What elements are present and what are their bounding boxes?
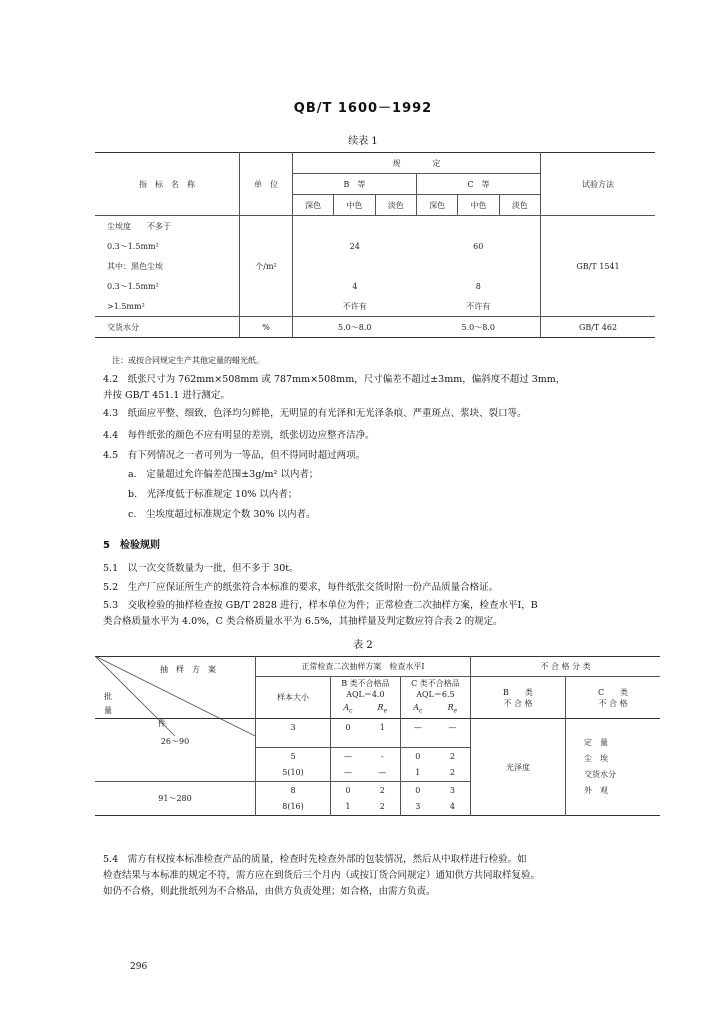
col-method-header: 试验方法 [541, 153, 656, 216]
row-name: 其中：黑色尘埃 [107, 261, 163, 271]
item-label: b. [128, 489, 138, 500]
clause-4-2 [103, 372, 663, 404]
c-item: 交货水分 [584, 770, 616, 779]
c-aql: AQL＝6.5 [416, 689, 455, 699]
row-unit [240, 276, 293, 296]
sample-n: 8(16) [256, 799, 331, 816]
c-ac: — [400, 719, 435, 736]
row-method: GB/T 462 [541, 317, 656, 338]
c-item: 尘 埃 [584, 754, 608, 763]
item-text: 尘埃度超过标准规定个数 30% 以内者。 [145, 509, 316, 520]
b-aql: AQL＝4.0 [346, 689, 385, 699]
b-re: — [378, 768, 387, 778]
row-method [541, 216, 656, 237]
row-unit [240, 296, 293, 317]
section-5-title: 5 检验规则 [103, 540, 160, 551]
b-header: B 类不合格品 [341, 678, 390, 688]
clause-4-5-items [128, 467, 648, 523]
clause-text: 每件纸张的颜色不应有明显的差别，纸张切边应整齐洁净。 [127, 430, 375, 441]
c-class-label2: 不 合 格 [598, 698, 628, 708]
b-re: 2 [365, 782, 400, 799]
b-ac: — [331, 765, 365, 782]
b-re: 1 [365, 719, 400, 736]
shade-header: 中色 [334, 195, 375, 216]
row-c-value [416, 216, 540, 237]
shade-header: 深色 [293, 195, 334, 216]
row-name: 尘埃度 不多于 [95, 216, 240, 237]
clause-5-1 [103, 561, 663, 577]
b-ac: — [331, 748, 365, 765]
batch-cell [95, 765, 256, 782]
re-letter: R [377, 703, 384, 713]
b-re: 2 [379, 802, 385, 812]
page-number: 296 [130, 962, 148, 972]
batch-cell [95, 748, 256, 765]
row-method: GB/T 1541 [541, 256, 656, 276]
b-aql-header [331, 677, 401, 701]
b-ac [331, 736, 365, 748]
table1-note: 注：或按合同规定生产其他定量的蜡光纸。 [112, 356, 264, 365]
row-unit [240, 236, 293, 256]
sample-size-header: 样本大小 [256, 677, 331, 719]
clause-number: 5.4 [103, 854, 119, 865]
c-ac: 1 [400, 765, 435, 782]
b-ac: 0 [331, 782, 365, 799]
table1-caption: 续表 1 [348, 136, 378, 147]
corner-cell [95, 657, 256, 719]
re-header [435, 701, 471, 719]
clause-text: 类合格质量水平为 4.0%，C 类合格质量水平为 6.5%，其抽样量及判定数应符合表 2 的规定。 [103, 616, 503, 627]
b-ac: 0 [331, 719, 365, 736]
diag-label-batch: 批 量 [104, 692, 112, 715]
clause-text: 纸面应平整、细致，色泽均匀鲜艳，无明显的有光泽和无光泽条痕、严重斑点、浆块、裂口等。 [127, 408, 527, 419]
ac-subscript: c [419, 708, 423, 716]
clause-5-2 [103, 580, 663, 596]
row-c-value [416, 256, 540, 276]
clause-number: 4.4 [103, 430, 119, 441]
clause-number: 4.3 [103, 408, 119, 419]
c-re: — [435, 719, 471, 736]
row-b-value [293, 256, 417, 276]
ac-header [331, 701, 365, 719]
clause-4-3 [103, 406, 663, 422]
b-re [365, 736, 400, 748]
c-item: 定 量 [584, 738, 608, 747]
sample-n: 5(10) [256, 765, 331, 782]
classify-header: 不 合 格 分 类 [471, 657, 661, 677]
item-label: a. [128, 469, 137, 480]
table2 [95, 656, 660, 816]
row-name: 交货水分 [95, 317, 240, 338]
c-ac [400, 736, 435, 748]
clause-number: 4.5 [103, 450, 119, 461]
clause-4-5 [103, 448, 663, 464]
grade-c-header: C 等 [416, 174, 540, 195]
clause-text: 有下列情况之一者可列为一等品，但不得同时超过两项。 [127, 450, 366, 461]
table2-caption: 表 2 [353, 640, 373, 651]
ac-header [400, 701, 435, 719]
ac-letter: A [343, 703, 350, 713]
clause-number: 5.2 [103, 582, 119, 593]
shade-header: 中色 [458, 195, 499, 216]
c-header: C 类不合格品 [411, 678, 460, 688]
diag-label-unit: 件 [158, 719, 166, 728]
clause-text: 以一次交货数量为一批，但不多于 30t。 [127, 563, 299, 574]
sample-n: 5 [256, 748, 331, 765]
table1 [95, 152, 655, 338]
row-c-value: 5.0～8.0 [416, 317, 540, 338]
clause-text: 并按 GB/T 451.1 进行测定。 [103, 390, 230, 401]
item-text: 定量超过允许偏差范围±3g/m² 以内者； [146, 469, 319, 480]
b-class-label2: 不 合 格 [503, 698, 533, 708]
item-label: c. [128, 509, 137, 520]
row-b-value: 24 [293, 236, 417, 256]
b-class-header [471, 677, 566, 719]
row-c-value: 不许有 [466, 301, 491, 311]
clause-number: 5.1 [103, 563, 119, 574]
row-name: 0.3～1.5mm² [107, 281, 159, 291]
c-class-items [566, 719, 661, 816]
sample-n: 8 [256, 782, 331, 799]
row-method [541, 276, 656, 296]
c-re [435, 736, 471, 748]
diag-label-plan: 抽 样 方 案 [160, 665, 216, 674]
row-b-value: 5.0～8.0 [293, 317, 417, 338]
clause-text: 检查结果与本标准的规定不符，需方应在到货后三个月内（或按订货合同规定）通知供方共同取样复验。 [103, 870, 541, 881]
c-class-label: C 类 [597, 687, 629, 697]
row-b-value [293, 216, 417, 237]
batch-cell: 91～280 [95, 782, 256, 816]
row-method [541, 236, 656, 256]
row-c-value: 8 [475, 281, 481, 291]
col-name-header: 指 标 名 称 [139, 179, 195, 189]
clause-number: 4.2 [103, 374, 119, 385]
re-letter: R [447, 703, 454, 713]
row-name: 0.3～1.5mm² [107, 241, 159, 251]
clause-text: 纸张尺寸为 762mm×508mm 或 787mm×508mm，尺寸偏差不超过±3mm，偏斜度不超过 3mm， [127, 374, 566, 385]
re-header [365, 701, 400, 719]
row-c-value: 60 [473, 241, 484, 251]
c-ac: 0 [400, 782, 435, 799]
c-ac: 3 [400, 799, 435, 816]
sample-n: 3 [256, 719, 331, 736]
shade-header: 淡色 [375, 195, 416, 216]
sample-n [256, 736, 331, 748]
c-re: 2 [449, 768, 455, 778]
row-name: >1.5mm² [107, 301, 145, 311]
clause-text: 需方有权按本标准检查产品的质量，检查时先检查外部的包装情况，然后从中取样进行检验。如 [127, 854, 527, 865]
clause-text: 生产厂应保证所生产的纸张符合本标准的要求，每件纸张交货时附一份产品质量合格证。 [127, 582, 499, 593]
row-b-value: 不许有 [293, 296, 417, 317]
clause-4-4 [103, 428, 663, 444]
shade-header: 深色 [416, 195, 457, 216]
c-re: 4 [449, 802, 455, 812]
grade-b-header: B 等 [293, 174, 417, 195]
b-re: - [365, 748, 400, 765]
item-text: 光泽度低于标准规定 10% 以内者； [146, 489, 298, 500]
clause-number: 5.3 [103, 600, 119, 611]
row-unit: 个/m² [240, 256, 293, 276]
c-re: 2 [435, 748, 471, 765]
col-spec-header: 规 定 [293, 153, 541, 174]
row-method [541, 296, 656, 317]
c-ac: 0 [400, 748, 435, 765]
col-unit-header: 单 位 [240, 153, 293, 216]
b-class-label: B 类 [503, 687, 533, 697]
batch-cell: 26～90 [160, 737, 190, 746]
clause-text: 交收检验的抽样检查按 GB/T 2828 进行，样本单位为件；正常检查二次抽样方案，检查水平Ⅰ，B [127, 600, 538, 611]
row-unit: % [240, 317, 293, 338]
c-aql-header [400, 677, 470, 701]
batch-cell [95, 719, 256, 736]
shade-header: 淡色 [499, 195, 540, 216]
row-b-value: 4 [293, 276, 417, 296]
clause-text: 如仍不合格，则此批纸列为不合格品，由供方负责处理；如合格，由需方负责。 [103, 886, 436, 897]
standard-code-header: QB/T 1600－1992 [293, 101, 433, 116]
re-subscript: e [453, 708, 458, 716]
clause-5-3 [103, 598, 663, 630]
ac-letter: A [413, 703, 420, 713]
row-unit [240, 216, 293, 237]
c-re: 3 [435, 782, 471, 799]
clause-5-4 [103, 852, 668, 900]
b-class-items: 光泽度 [471, 719, 566, 816]
ac-subscript: c [349, 708, 353, 716]
re-subscript: e [383, 708, 388, 716]
b-ac: 1 [331, 799, 365, 816]
c-item: 外 观 [584, 786, 608, 795]
c-class-header [566, 677, 661, 719]
plan-header: 正常检查二次抽样方案 检查水平Ⅰ [256, 657, 471, 677]
